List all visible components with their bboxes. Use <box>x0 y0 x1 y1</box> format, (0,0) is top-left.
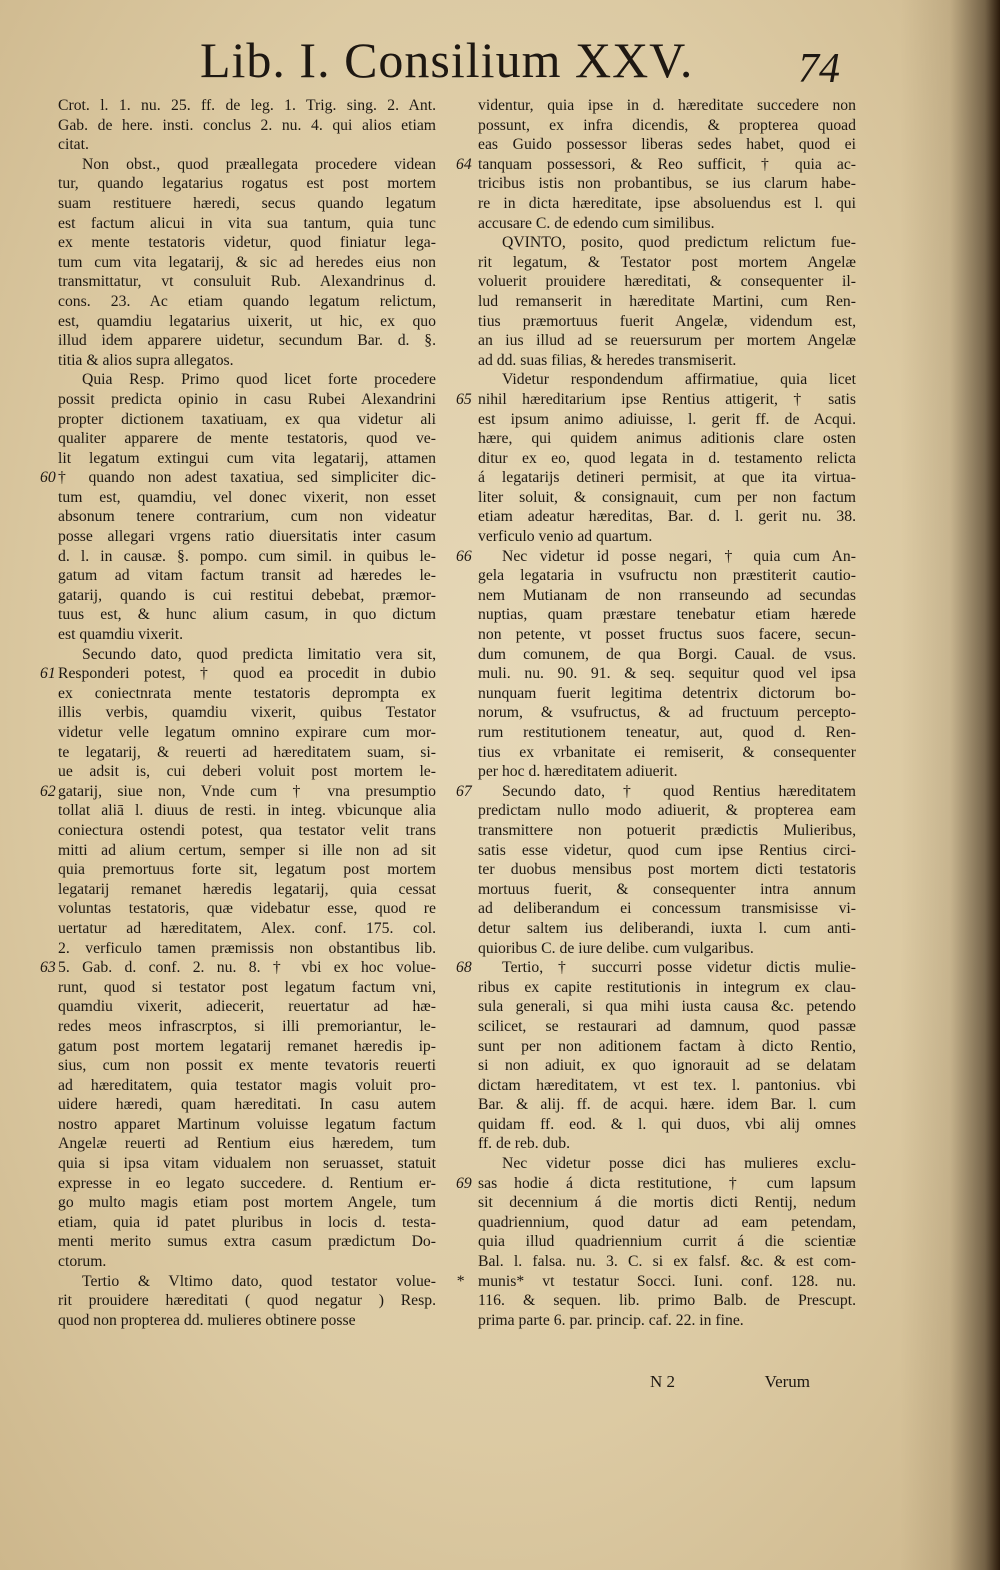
right-column <box>478 96 856 1330</box>
text-line: muli. nu. 90. 91. & seq. sequitur quod vel ipsa <box>478 665 856 683</box>
text-line: 5. Gab. d. conf. 2. nu. 8. † vbi ex hoc volue- <box>58 959 436 977</box>
text-line: rum restitutionem teneatur, aut, quod d. Ren- <box>478 724 856 741</box>
text-line: illud idem apparere uidetur, secundum Bar. d. §. <box>58 332 436 350</box>
text-line: dum comunem, de qua Borgi. Caual. de vsus. <box>478 645 856 663</box>
text-line: est factum alicui in vita sua tantum, quia tunc <box>58 214 436 232</box>
text-line: videntur, quia ipse in d. hæreditate succedere non <box>478 97 856 114</box>
text-line: sius, cum non possit ex mente tevatoris reuerti <box>58 1057 436 1075</box>
text-line: lit legatum extingui cum vita legatarij, attamen <box>58 449 436 467</box>
text-line: go multo magis etiam post mortem Angele, tum <box>58 1194 436 1212</box>
text-line: ue adsit is, cui deberi voluit post mortem le- <box>58 763 436 781</box>
text-line: nunquam fuerit legitima detentrix dictorum bo- <box>478 684 856 702</box>
text-line: rit legatum, & Testator post mortem Angelæ <box>478 253 856 271</box>
text-line: Secundo dato, † quod Rentius hæreditatem <box>502 782 856 800</box>
marginal-number: 66 <box>456 547 472 565</box>
marginal-number: 69 <box>456 1175 472 1192</box>
text-line: Angelæ reuerti ad Rentium eius hæredem, tum <box>58 1135 436 1153</box>
text-line: nuptias, quam præstare tenebatur etiam hærede <box>478 606 856 624</box>
text-line: etiam adeatur hæreditas, Bar. d. l. gerit nu. 38. <box>478 508 856 526</box>
text-line: non petente, vt posset fructus suos facere, secun- <box>478 626 856 644</box>
marginal-number: 61 <box>40 665 56 683</box>
text-line: ribus ex capite restitutionis in integrum ex clau- <box>478 978 856 996</box>
text-line: 116. & sequen. lib. primo Balb. de Prescupt. <box>478 1292 856 1310</box>
text-line: Tertio & Vltimo dato, quod testator volue- <box>82 1272 436 1290</box>
text-line: uidere hæredi, quam hæreditati. In casu autem <box>58 1096 436 1114</box>
text-line: dictam hæreditatem, vt est tex. l. pantonius. vbi <box>478 1076 856 1094</box>
text-line: transmittatur, vt consuluit Rub. Alexandrinus d. <box>58 273 436 291</box>
text-line: nem Mutianam de non rranseundo ad secundas <box>478 586 856 604</box>
text-line: ad deliberandum ei concessum transmisisse vi- <box>478 900 856 918</box>
text-line: sas hodie á dicta restitutione, † cum lapsum <box>478 1174 856 1192</box>
text-line: ter duobus mensibus post mortem dicti testatoris <box>478 861 856 879</box>
text-line: † quando non adest taxatiua, sed simpliciter dic- <box>58 469 436 487</box>
text-line: possit predicta opinio in casu Rubei Alexandrini <box>58 390 436 408</box>
text-line: quioribus C. de iure delibe. cum vulgaribus. <box>478 939 754 957</box>
text-line: gatarij, quando is cui restitui debebat, præmor- <box>58 586 436 604</box>
text-line: tanquam possessori, & Reo sufficit, † quia ac- <box>478 155 856 173</box>
marginal-number: 67 <box>456 783 472 800</box>
text-line: scilicet, se restaurari ad damnum, quod passæ <box>478 1017 856 1035</box>
text-line: quod non propterea dd. mulieres obtinere posse <box>58 1311 356 1329</box>
text-line: redes meos infrascrptos, si illi premoriantur, le- <box>58 1017 436 1035</box>
text-line: quadriennium, quod datur ad eam petendam, <box>478 1213 856 1231</box>
text-line: mitti ad alium certum, semper si ille non ad sit <box>58 841 436 859</box>
text-line: ctorum. <box>58 1253 107 1271</box>
text-line: Nec videtur posse dici has mulieres exclu- <box>502 1155 856 1173</box>
running-header: Lib. I. Consilium XXV. <box>200 32 694 88</box>
text-line: detur saltem ius deliberandi, iuxta l. cum anti- <box>478 919 856 937</box>
text-line: titia & alios supra allegatos. <box>58 351 234 369</box>
text-line: ex mente testatoris videtur, quod finiatur lega- <box>58 234 436 252</box>
text-line: gatarij, siue non, Vnde cum † vna presumptio <box>58 782 436 800</box>
text-line: est, quamdiu legatarius uixerit, ut hic, ex quo <box>58 312 436 330</box>
catchword: Verum <box>764 1372 810 1391</box>
text-line: sula generali, si qua mihi iusta causa &c. petendo <box>478 998 856 1016</box>
text-line: Responderi potest, † quod ea procedit in dubio <box>58 665 436 683</box>
text-line: coniectura ostendi potest, qua testator velit trans <box>58 821 436 839</box>
page-gutter-shadow <box>900 0 1000 1570</box>
text-line: eas Guido possessor liberas sedes habet, quod ei <box>478 136 856 154</box>
text-line: qualiter apparere de mente testatoris, quod ve- <box>58 430 436 448</box>
catchword-line <box>650 1372 810 1392</box>
text-line: quidam ff. eod. & l. qui duos, vbi alij omnes <box>478 1115 856 1133</box>
text-line: mortuus fuerit, & consequenter intra annum <box>478 880 856 898</box>
marginal-number: 62 <box>40 783 56 800</box>
text-line: ex coniectnrata mente testatoris deprompta ex <box>58 684 436 702</box>
text-line: suam restituere hæredi, secus quando legatum <box>58 194 436 212</box>
text-line: sit decennium á die mortis dicti Rentij, nedum <box>478 1194 856 1212</box>
text-line: Videtur respondendum affirmatiue, quia licet <box>502 371 856 389</box>
text-line: ff. de reb. dub. <box>478 1135 571 1153</box>
text-line: quia premortuus forte sit, legatum post mortem <box>58 861 436 879</box>
text-line: rit prouidere hæreditati ( quod negatur ) Resp. <box>58 1292 436 1310</box>
signature-mark: N 2 <box>650 1372 676 1391</box>
text-line: per hoc d. hæreditatem adiuerit. <box>478 763 678 781</box>
text-line: Non obst., quod præallegata procedere videan <box>82 155 436 173</box>
marginal-number: 64 <box>456 155 472 173</box>
text-line: videtur velle legatum omnino expirare cum mor- <box>58 724 436 741</box>
text-line: quamdiu vixerit, adiecerit, reuertatur ad hæ- <box>58 998 436 1016</box>
text-line: quia si ipsa vitam vidualem non seruasset, statuit <box>58 1155 436 1173</box>
text-line: 2. verficulo tamen præmissis non obstantibus lib. <box>58 939 436 957</box>
text-line: menti merito sumus extra casum prædictum Do- <box>58 1233 436 1251</box>
text-line: illis verbis, quamdiu vixerit, quibus Testator <box>58 704 436 722</box>
text-line: legatarij remanet hæredis legatarij, quia cessat <box>58 880 436 898</box>
marginal-number: 63 <box>40 959 56 977</box>
text-line: est ipsum animo adiuisse, l. gerit ff. de Acqui. <box>478 410 856 428</box>
folio-number: 74 <box>798 46 840 92</box>
marginal-number: 60 <box>40 469 56 487</box>
text-line: QVINTO, posito, quod predictum relictum fue- <box>502 234 856 252</box>
text-line: etiam, quia id patet pluribus in locis d. testa- <box>58 1213 436 1231</box>
text-line: uertatur ad hæreditatem, Alex. conf. 175. col. <box>58 919 436 937</box>
text-line: propter dictionem taxatiuam, ex qua videtur ali <box>58 410 436 428</box>
text-line: nihil hæreditarium ipse Rentius attigerit, † satis <box>478 390 856 408</box>
left-column <box>58 96 436 1330</box>
text-line: á legatarijs detineri permisit, at que ita virtua- <box>478 469 856 487</box>
text-line: tuus est, & hunc alium casum, in quo dictum <box>58 606 436 624</box>
text-line: verficulo venio ad quartum. <box>478 528 653 546</box>
marginal-number: 65 <box>456 391 472 408</box>
text-line: Bal. l. falsa. nu. 3. C. si ex falsf. &c. & est com- <box>478 1253 856 1271</box>
text-line: citat. <box>58 136 89 154</box>
text-line: est quamdiu vixerit. <box>58 626 184 644</box>
text-line: tollat aliā l. diuus de resti. in integ. vbicunque alia <box>58 802 436 820</box>
text-line: gela legataria in vsufructu non præstiterit cautio- <box>478 567 856 585</box>
text-line: predictam nullo modo adiuerit, & propterea eam <box>478 802 856 820</box>
text-line: ditur ex eo, quod legata in d. testamento relicta <box>478 449 856 467</box>
text-line: hære, qui quidem animus aditionis clare osten <box>478 430 856 448</box>
text-line: Tertio, † succurri posse videtur dictis mulie- <box>502 959 856 977</box>
text-line: Nec videtur id posse negari, † quia cum An- <box>502 547 856 565</box>
text-line: d. l. in causæ. §. pompo. cum simil. in quibus le- <box>58 547 436 565</box>
text-line: Secundo dato, quod predicta limitatio vera sit, <box>82 645 436 663</box>
text-line: munis* vt testatur Socci. Iuni. conf. 128. nu. <box>478 1272 856 1290</box>
text-line: quia illud quadriennium currit á die scientiæ <box>478 1233 856 1251</box>
text-line: absonum tenere contrarium, cum non videatur <box>58 508 436 526</box>
text-line: ad hæreditatem, quia testator magis voluit pro- <box>58 1076 436 1094</box>
text-line: re in dicta hæreditate, ipse absoluendus est l. qui <box>478 194 856 212</box>
text-line: tricibus istis non probantibus, se ius clarum habe- <box>478 175 856 193</box>
text-line: satis esse videtur, quod cum ipse Rentius circi- <box>478 841 856 859</box>
text-line: voluntas testatoris, quæ videbatur esse, quod re <box>58 900 436 918</box>
text-line: gatum post mortem legatarij remanet hæredis ip- <box>58 1037 436 1055</box>
text-line: tius ex vrbanitate ei remiserit, & consequenter <box>478 743 856 761</box>
text-line: tius præmortuus fuerit Angelæ, videndum est, <box>478 312 856 330</box>
text-line: Gab. de here. insti. conclus 2. nu. 4. qui alios etiam <box>58 116 436 134</box>
text-line: nostro apparet Martinum voluisse legatum factum <box>58 1115 436 1133</box>
text-line: prima parte 6. par. princip. caf. 22. in fine. <box>478 1311 744 1329</box>
text-line: voluerit prouidere hæreditati, & consequenter il- <box>478 273 856 291</box>
text-line: liter soluit, & consignauit, cum per non factum <box>478 488 856 506</box>
text-line: tur, quando legatarius rogatus est post mortem <box>58 175 436 193</box>
text-line: runt, quod si testator post legatum factum vni, <box>58 978 436 996</box>
text-line: Crot. l. 1. nu. 25. ff. de leg. 1. Trig. sing. 2. Ant. <box>58 97 436 114</box>
text-line: an ius illud ad se reuersurum per mortem Angelæ <box>478 332 856 350</box>
text-line: posse allegari vrgens ratio diuersitatis inter casum <box>58 528 436 546</box>
text-line: expresse in eo legato succedere. d. Rentium er- <box>58 1174 436 1192</box>
text-line: transmittere non potuerit prædictis Mulieribus, <box>478 821 856 839</box>
text-line: lud remanserit in hæreditate Martini, cum Ren- <box>478 292 856 310</box>
text-line: accusare C. de edendo cum similibus. <box>478 214 715 232</box>
marginal-number: * <box>456 1273 464 1290</box>
text-line: si non adiuit, ex quo ignorauit ad se delatam <box>478 1057 856 1075</box>
text-line: cons. 23. Ac etiam quando legatum relictum, <box>58 292 436 310</box>
text-line: Bar. & alij. ff. de acqui. hære. idem Bar. l. cum <box>478 1096 856 1114</box>
text-line: ad dd. suas filias, & heredes transmiserit. <box>478 351 737 369</box>
text-line: sunt per non aditionem factam à dicto Rentio, <box>478 1037 856 1055</box>
text-line: possunt, ex infra dicendis, & propterea quoad <box>478 116 856 134</box>
text-line: tum cum vita legatarij, & sic ad heredes eius non <box>58 253 436 271</box>
text-line: gatum ad vitam factum transit ad hæredes le- <box>58 567 436 585</box>
text-line: norum, & vsufructus, & ad fructuum percepto- <box>478 704 856 722</box>
marginal-number: 68 <box>456 959 472 977</box>
text-line: tum est, quamdiu, vel donec vixerit, non esset <box>58 488 436 506</box>
text-line: Quia Resp. Primo quod licet forte procedere <box>82 371 436 389</box>
text-line: te legatarij, & reuerti ad hæreditatem suam, si- <box>58 743 436 761</box>
